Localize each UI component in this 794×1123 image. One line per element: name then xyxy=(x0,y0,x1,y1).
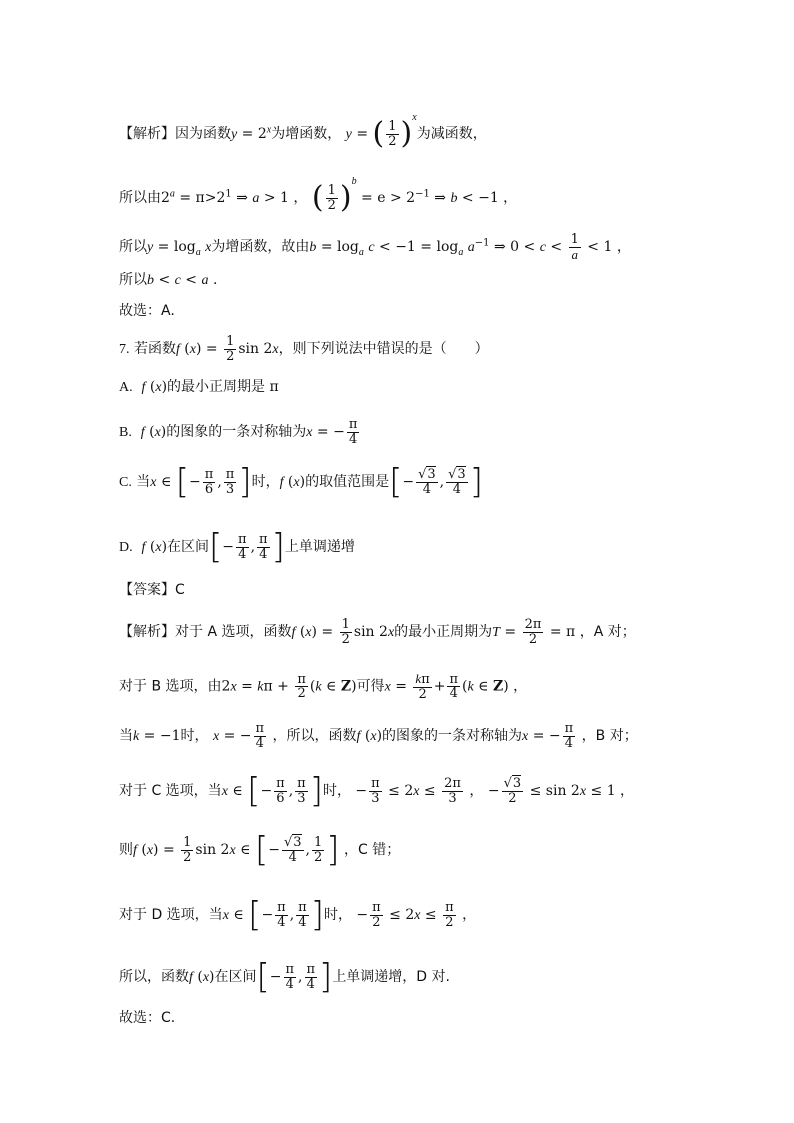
option-c: C. 当x ∈ [− $\frac{\pi}{6}$ , $\frac{\pi}{3}$ ]时，f (x)的取值范围是[− $\frac{√3}{4}$ , $\frac{√3}{4}$ ] xyxy=(119,462,483,502)
option-d: D. f (x)在区间[− $\frac{\pi}{4}$ , $\frac{\pi}{4}$ ]上单调递增 xyxy=(119,527,355,567)
final-choice-line: 故选：C. xyxy=(119,1010,176,1026)
analysis-c-1: 对于 C 选项，当x ∈ [− $\frac{\pi}{6}$ , $\frac{\pi}{3}$ ]时， − $\frac{\pi}{3}$ ≤ 2x ≤ $\frac{2\pi}{3}$ ， − $\frac{√3}{2}$ ≤ sin 2x ≤ 1 ， xyxy=(119,771,635,811)
option-a: A. f (x)的最小正周期是 π xyxy=(119,379,279,395)
analysis-d-1: 对于 D 选项，当x ∈ [− $\frac{\pi}{4}$ , $\frac{\pi}{4}$ ]时， − $\frac{\pi}{2}$ ≤ 2x ≤ $\frac{\pi}{2}$ ， xyxy=(119,895,477,935)
analysis-d-2: 所以，函数f (x)在区间[− $\frac{\pi}{4}$ , $\frac{\pi}{4}$ ]上单调递增，D 对. xyxy=(119,957,450,997)
analysis-a: 【解析】对于 A 选项，函数f (x) = $\frac{1}{2}$ sin 2x的最小正周期为T = $\frac{2\pi}{2}$ = π ，A 对； xyxy=(119,617,636,647)
question-7-stem: 7. 若函数f (x) = $\frac{1}{2}$ sin 2x，则下列说法中错误的是（ ） xyxy=(119,334,489,364)
analysis-b-2: 当k = −1时， x = − $\frac{\pi}{4}$ ，所以，函数f (x)的图象的一条对称轴为x = − $\frac{\pi}{4}$ ，B 对； xyxy=(119,721,638,751)
answer-choice-line: 故选：A. xyxy=(119,303,175,319)
analysis-line-1: 【解析】因为函数$y = 2^x$为增函数， y = ( $\frac{1}{2}$ )$^x$为减函数， xyxy=(119,112,487,151)
analysis-c-2: 则f (x) = $\frac{1}{2}$ sin 2x ∈ [− $\frac{√3}{4}$ , $\frac{1}{2}$ ] ，C 错； xyxy=(119,830,401,870)
option-b: B. f (x)的图象的一条对称轴为x = − $\frac{\pi}{4}$ xyxy=(119,417,358,447)
analysis-line-4: 所以b < c < a . xyxy=(119,272,218,288)
analysis-b-1: 对于 B 选项，由2x = kπ + $\frac{\pi}{2}$ (k ∈ Z)可得x = $\frac{k\pi}{2}$ + $\frac{\pi}{4}$ (k ∈ Z) ， xyxy=(119,671,528,702)
answer-line: 【答案】C xyxy=(119,582,185,598)
analysis-line-3: 所以$y = \log_a x$为增函数，故由$b = \log_a c < -1 = \log_a a^{-1}$ ⇒ 0 < c < $\frac{1}{a}$ < 1 ， xyxy=(119,232,631,262)
analysis-line-2: 所以由$2^a = \pi>2^1$ ⇒ a > 1 ， ( $\frac{1}{2}$ )$^b = e > 2^{-1}$ ⇒ b < −1 ， xyxy=(119,176,518,215)
